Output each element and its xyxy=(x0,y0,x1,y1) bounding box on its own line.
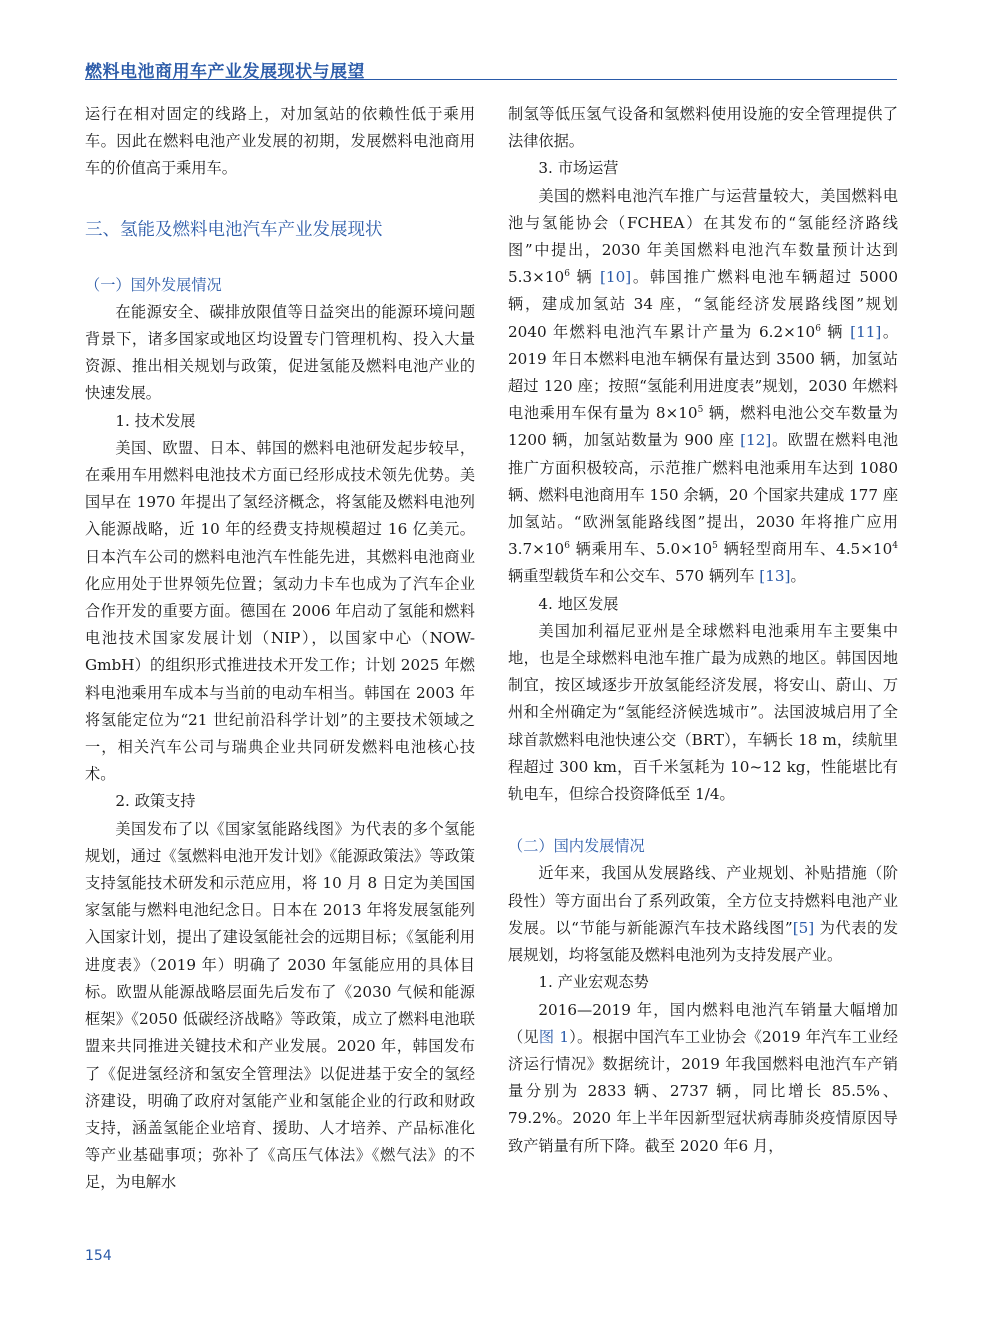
exponent: 6 xyxy=(564,269,570,280)
paragraph-market: 美国的燃料电池汽车推广与运营量较大，美国燃料电池与氢能协会（FCHEA）在其发布的“氢能经济路线图”中提出，2030 年美国燃料电池汽车数量预计达到 $5.3\times 10^6$ 辆 [10]。韩国推广燃料电池车辆超过 5000 辆，建成加氢站 34 座，“氢能经济发展路线图”规划 2040 年燃料电池汽车累计产量为 $6.2\times 10^6$ 辆 [11]。2019 年日本燃料电池车辆保有量达到 3500 辆，加氢站超过 120 座；按照“氢能利用进度表”规划，2030 年燃料电池乘用车保有量为 $8\times 10^5$ 辆，燃料电池公交车数量为 1200 辆，加氢站数量为 900 座 [12]。欧盟在燃料电池推广方面积极较高，示范推广燃料电池乘用车达到 1080 辆、燃料电池商用车 150 余辆，20 个国家共建成 177 座加氢站。“欧洲氢能路线图”提出，2030 年将推广应用 $3.7\times 10^6$ 辆乘用车、$5.0\times 10^5$ 辆轻型商用车、$4.5\times 10^4$ 辆重型载货车和公交车、570 辆列车 [13]。 xyxy=(508,186,899,586)
exponent: 4 xyxy=(892,541,898,552)
right-column xyxy=(508,101,898,1160)
paragraph-continued: 制氢等低压氢气设备和氢燃料使用设施的安全管理提供了法律依据。 xyxy=(508,105,898,151)
exponent: 5 xyxy=(712,541,718,552)
paragraph-macro: 2016—2019 年，国内燃料电池汽车销量大幅增加（见图 1）。根据中国汽车工业协会《2019 年汽车工业经济运行情况》数据统计，2019 年我国燃料电池汽车产销量分别为 2833 辆、2737 辆，同比增长 85.5%、79.2%。2020 年上半年因新型冠状病毒肺炎疫情原因导致产销量有所下降。截至 2020 年6 月， xyxy=(508,1000,898,1155)
exponent: 5 xyxy=(697,405,704,416)
page-number: 154 xyxy=(85,1248,112,1264)
item-heading-macro: 1. 产业宏观态势 xyxy=(538,973,649,992)
paragraph-foreign: 在能源安全、碳排放限值等日益突出的能源环境问题背景下，诸多国家或地区均设置专门管理机构、投入大量资源、推出相关规划与政策，促进氢能及燃料电池产业的快速发展。 xyxy=(85,302,475,403)
paragraph-region: 美国加利福尼亚州是全球燃料电池乘用车主要集中地，也是全球燃料电池车推广最为成熟的地区。韩国因地制宜，按区域逐步开放氢能经济发展，将安山、蔚山、万州和全州确定为“氢能经济候选城市”。法国波城启用了全球首款燃料电池快速公交（BRT），车辆长 18 m，续航里程超过 300 km，百千米氢耗为 10~12 kg，性能堪比有轨电车，但综合投资降低至 1/4。 xyxy=(508,621,898,804)
exponent: 6 xyxy=(564,541,570,552)
citation-link[interactable]: [11] xyxy=(850,322,882,341)
running-header-title: 燃料电池商用车产业发展现状与展望 xyxy=(85,62,365,82)
citation-link[interactable]: [10] xyxy=(599,268,632,287)
subsection-heading-foreign: （一）国外发展情况 xyxy=(85,275,222,294)
item-heading-region: 4. 地区发展 xyxy=(538,594,619,613)
exponent: 6 xyxy=(815,323,821,334)
paragraph-policy: 美国发布了以《国家氢能路线图》为代表的多个氢能规划，通过《氢燃料电池开发计划》《能源政策法》等政策支持氢能技术研发和示范应用，将 10 月 8 日定为美国国家氢能与燃料电池纪念日。日本在 2013 年将发展氢能列入国家计划，提出了建设氢能社会的远期目标；《氢能利用进度表》（2019 年）明确了 2030 年氢能应用的具体目标。欧盟从能源战略层面先后发布了《2030 气候和能源框架》《2050 低碳经济战略》等政策，成立了燃料电池联盟来共同推进关键技术和产业发展。2020 年，韩国发布了《促进氢经济和氢安全管理法》以促进基于安全的氢经济建设，明确了政府对氢能产业和氢能企业的行政和财政支持，涵盖氢能企业培育、援助、人才培养、产品标准化等产业基础事项；弥补了《高压气体法》《燃气法》的不足，为电解水 xyxy=(85,819,475,1192)
citation-link[interactable]: [12] xyxy=(740,431,772,450)
figure-link[interactable]: 图 1 xyxy=(538,1027,569,1046)
citation-link[interactable]: [13] xyxy=(759,567,791,586)
header-divider xyxy=(85,79,897,80)
paragraph-domestic: 近年来，我国从发展路线、产业规划、补贴措施（阶段性）等方面出台了系列政策，全方位支持燃料电池产业发展。以“节能与新能源汽车技术路线图”[5] 为代表的发展规划，均将氢能及燃料电池列为支持发展产业。 xyxy=(508,864,899,965)
subsection-heading-domestic: （二）国内发展情况 xyxy=(508,837,645,856)
item-heading-market: 3. 市场运营 xyxy=(538,159,619,178)
item-heading-tech: 1. 技术发展 xyxy=(115,411,196,430)
item-heading-policy: 2. 政策支持 xyxy=(115,792,196,811)
paragraph-tech: 美国、欧盟、日本、韩国的燃料电池研发起步较早，在乘用车用燃料电池技术方面已经形成技术领先优势。美国早在 1970 年提出了氢经济概念，将氢能及燃料电池列入能源战略，近 10 年的经费支持规模超过 16 亿美元。日本汽车公司的燃料电池汽车性能先进，其燃料电池商业化应用处于世界领先位置；氢动力卡车也成为了汽车企业合作开发的重要方面。德国在 2006 年启动了氢能和燃料电池技术国家发展计划（NIP），以国家中心（NOW-GmbH）的组织形式推进技术开发工作；计划 2025 年燃料电池乘用车成本与当前的电动车相当。韩国在 2003 年将氢能定位为“21 世纪前沿科学计划”的主要技术领域之一，相关汽车公司与瑞典企业共同研发燃料电池核心技术。 xyxy=(85,438,475,784)
paragraph-intro: 运行在相对固定的线路上，对加氢站的依赖性低于乘用车。因此在燃料电池产业发展的初期，发展燃料电池商用车的价值高于乘用车。 xyxy=(85,105,475,178)
citation-link[interactable]: [5] xyxy=(792,918,815,937)
section-heading-3: 三、氢能及燃料电池汽车产业发展现状 xyxy=(85,219,383,240)
left-column xyxy=(85,101,475,1197)
